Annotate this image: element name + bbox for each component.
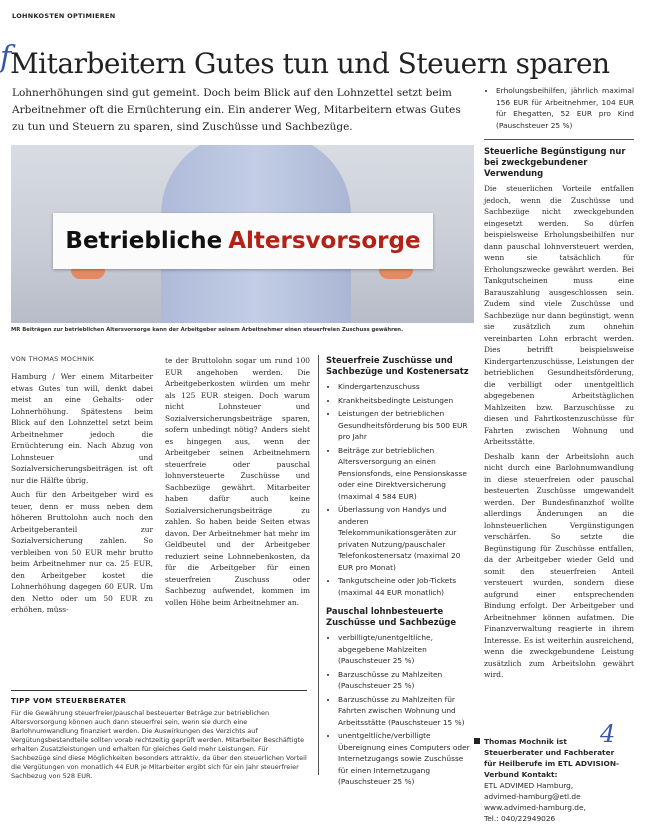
column-1-paragraph: Auch für den Arbeitgeber wird es teuer, denn er muss neben dem höheren Bruttolohn auch noch den Arbeitgeberanteil zur Sozialversicherung zahlen. So verbleiben von 50 EUR mehr brutto beim Arbeitnehmer nur ca. 25 EUR, den Arbeitgeber kostet die Lohnerhöhung dagegen 60 EUR. Um den Netto oder um 50 EUR zu erhöhen, müss-	[11, 490, 153, 614]
sign-text-part1: Betriebliche	[65, 228, 223, 254]
column-3	[326, 355, 474, 790]
tip-box	[11, 690, 307, 779]
column-4-paragraph: Deshalb kann der Arbeitslohn auch nicht durch eine Barlohnumwandlung in diese steuerfreien oder pauschal besteuerten Zuschüsse umgewandelt werden. Der Bundesfinanzhof wollte allerdings Änderungen an die lohnsteuerlichen Vergünstigungen verschärfen. So setzte die Begünstigung für Zuschüsse entfallen, da der Arbeitgeber wieder Geld und somit den steuerfreien Anteil versteuert wurden, sondern diese aufgrund einer entsprechenden Bindung erfolgt. Der Arbeitgeber und Arbeitnehmer können aufatmen. Die Finanzverwaltung reagierte in ihrem Interesse. Es ist weiterhin ausreichend, wenn die zweckgebundene Leistung zusätzlich zum Arbeitslohn gewährt wird.	[484, 451, 634, 679]
bio-line: Verbund Kontakt:	[484, 770, 558, 779]
list-item: • unentgeltliche/verbilligte Übereignung eines Computers oder Internetzugangs sowie Zuschüsse für einen Internetzugang (Pauschsteuer 25 %)	[338, 730, 474, 788]
column-4-paragraph: Die steuerlichen Vorteile entfallen jedoch, wenn die Zuschüsse und Sachbezüge nicht zweckgebunden eingesetzt werden. So dürfen beispielsweise Erholungsbeihilfen nur dann pauschal lohnversteuert werden, wenn sie tatsächlich für Erholungszwecke gewährt werden. Bei Tankgutscheinen muss eine Barauszahlung ausgeschlossen sein. Zudem sind viele Zuschüsse und Sachbezüge nur dann begünstigt, wenn sie zusätzlich zum ohnehin vereinbarten Lohn erbracht werden. Dies betrifft beispielsweise Kindergartenzuschüsse, Leistungen der betrieblichen Gesundheitsförderung, die verbilligt oder unentgeltlich abgegebenen Arbeitstäglichen Mahlzeiten bzw. Barzuschüsse zu diesen und Fahrtkostenzuschüsse für Fahrten zwischen Wohnung und Arbeitsstätte.	[484, 184, 634, 446]
list-item: • Barzuschüsse zu Mahlzeiten für Fahrten zwischen Wohnung und Arbeitsstätte (Pauschsteuer 15 %)	[338, 694, 474, 729]
bio-name: Thomas Mochnik ist	[484, 737, 567, 746]
article-photo	[11, 145, 474, 323]
steuerfrei-list	[326, 381, 474, 598]
bio-email: advimed-hamburg@etl.de	[484, 792, 581, 801]
sign-text-part2: Altersvorsorge	[228, 228, 421, 254]
bio-bullet-icon	[474, 738, 480, 744]
list-item: • Barzuschüsse zu Mahlzeiten (Pauschsteuer 25 %)	[338, 669, 474, 692]
bio-line: für Heilberufe im ETL ADVISION-	[484, 759, 620, 768]
page-number: 4	[600, 720, 616, 748]
section-kicker: LOHNKOSTEN OPTIMIEREN	[12, 12, 116, 20]
list-item: • Beiträge zur betrieblichen Altersversorgung an einen Pensionsfonds, eine Pensionskasse oder eine Direktversicherung (maximal 4 584 EUR)	[338, 445, 474, 503]
author-byline: VON THOMAS MOCHNIK	[11, 355, 95, 363]
photo-sign	[53, 213, 433, 269]
list-item: • Krankheitsbedingte Leistungen	[338, 395, 474, 407]
column-1-paragraph: Hamburg / Wer einem Mitarbeiter etwas Gutes tun will, denkt dabei meist an eine Gehalts- oder Lohnerhöhung. Spätestens beim Blick auf den Lohnzettel setzt beim Arbeitnehmer jedoch die Ernüchterung ein. Nach Abzug von Lohnsteuer und Sozialversicherungsbeiträgen ist oft nur die Hälfte übrig.	[11, 372, 153, 485]
article-headline: Mitarbeitern Gutes tun und Steuern sparen	[10, 46, 610, 80]
column-2-paragraph: te der Bruttolohn sogar um rund 100 EUR angehoben werden. Die Arbeitgeberkosten würden um mehr als 125 EUR steigen. Doch warum nicht Lohnsteuer und Sozialversicherungsbeiträge sparen, sofern unbedingt nötig? Anders sieht es hingegen aus, wenn der Arbeitgeber seinen Arbeitnehmern steuerfreie oder pauschal lohnversteuerte Zuschüsse und Sachbezüge gewährt. Mitarbeiter haben dafür auch keine Sozialversicherungsbeiträge zu zahlen. So haben beide Seiten etwas davon. Der Arbeitnehmer hat mehr im Geldbeutel und der Arbeitgeber reduziert seine Lohnnebenkosten, da für die Arbeitgeber für einen steuerfreien Zuschuss oder Sachbezug aufwendet, kommen im vollen Höhe beim Arbeitnehmer an.	[165, 356, 310, 607]
column-1	[11, 355, 153, 619]
article-lead: Lohnerhöhungen sind gut gemeint. Doch beim Blick auf den Lohnzettel setzt beim Arbeitnehmer oft die Ernüchterung ein. Ein anderer Weg, Mitarbeitern etwas Gutes zu tun und Steuern zu sparen, sind Zuschüsse und Sachbezüge.	[12, 87, 461, 133]
bio-line: Steuerberater und Fachberater	[484, 748, 615, 757]
author-bio	[484, 736, 634, 824]
list-item: • Erholungsbeihilfen, jährlich maximal 156 EUR für Arbeitnehmer, 104 EUR für Ehegatten, 52 EUR pro Kind (Pauschsteuer 25 %)	[496, 85, 634, 131]
section-heading-steuerfrei: Steuerfreie Zuschüsse und Sachbezüge und Kostenersatz	[326, 355, 469, 376]
column-4	[484, 85, 634, 684]
column-4-divider	[484, 139, 634, 140]
list-item: • Kindergartenzuschuss	[338, 381, 474, 393]
section-heading-zweckbindung: Steuerliche Begünstigung nur bei zweckgebundener Verwendung	[484, 146, 626, 178]
photo-caption: MR Beiträgen zur betrieblichen Altersvorsorge kann der Arbeitgeber seinem Arbeitnehmer einen steuerfreien Zuschuss gewähren.	[11, 327, 404, 333]
section-heading-pauschal: Pauschal lohnbesteuerte Zuschüsse und Sachbezüge	[326, 606, 457, 627]
list-item: • Überlassung von Handys und anderen Telekommunikationsgeräten zur privaten Nutzung/pauschaler Telefonkostenersatz (maximal 20 EUR pro Monat)	[338, 504, 474, 573]
tip-body: Für die Gewährung steuerfreier/pauschal besteuerter Beträge zur betrieblichen Altersvorsorgung können auch dann steuerfrei sein, wenn sie durch eine Barlohnumwandlung finanziert werden. Die Auswirkungen des Verzichts auf Vergütungsbestandteile sollten vorab rechtzeitig geprüft werden. Mitarbeiter Beschäftigte erhalten Zusatzleistungen und erhalten für gleiches Geld mehr Leistungen. Für Sachbezüge sind diese Möglichkeiten besonders attraktiv, da über den steuerlichen Vorteil die Vergütungen von monatlich 44 EUR je Mitarbeiter ergibt sich für ein Jahr steuerfreier Sachbezug von 528 EUR.	[11, 709, 307, 780]
bio-website: www.advimed-hamburg.de,	[484, 803, 586, 812]
list-item: • verbilligte/unentgeltliche, abgegebene Mahlzeiten (Pauschsteuer 25 %)	[338, 632, 474, 667]
bio-line: ETL ADVIMED Hamburg,	[484, 781, 574, 790]
bio-phone: Tel.: 040/22949026	[484, 814, 556, 823]
margin-annotation: f	[0, 40, 12, 75]
column-2	[165, 355, 310, 611]
tip-title: TIPP VOM STEUERBERATER	[11, 697, 127, 705]
list-item: • Leistungen der betrieblichen Gesundheitsförderung bis 500 EUR pro Jahr	[338, 408, 474, 443]
list-item: • Tankgutscheine oder Job-Tickets (maximal 44 EUR monatlich)	[338, 575, 474, 598]
pauschal-list	[326, 632, 474, 788]
column-divider	[318, 355, 319, 775]
erholung-list	[484, 85, 634, 131]
